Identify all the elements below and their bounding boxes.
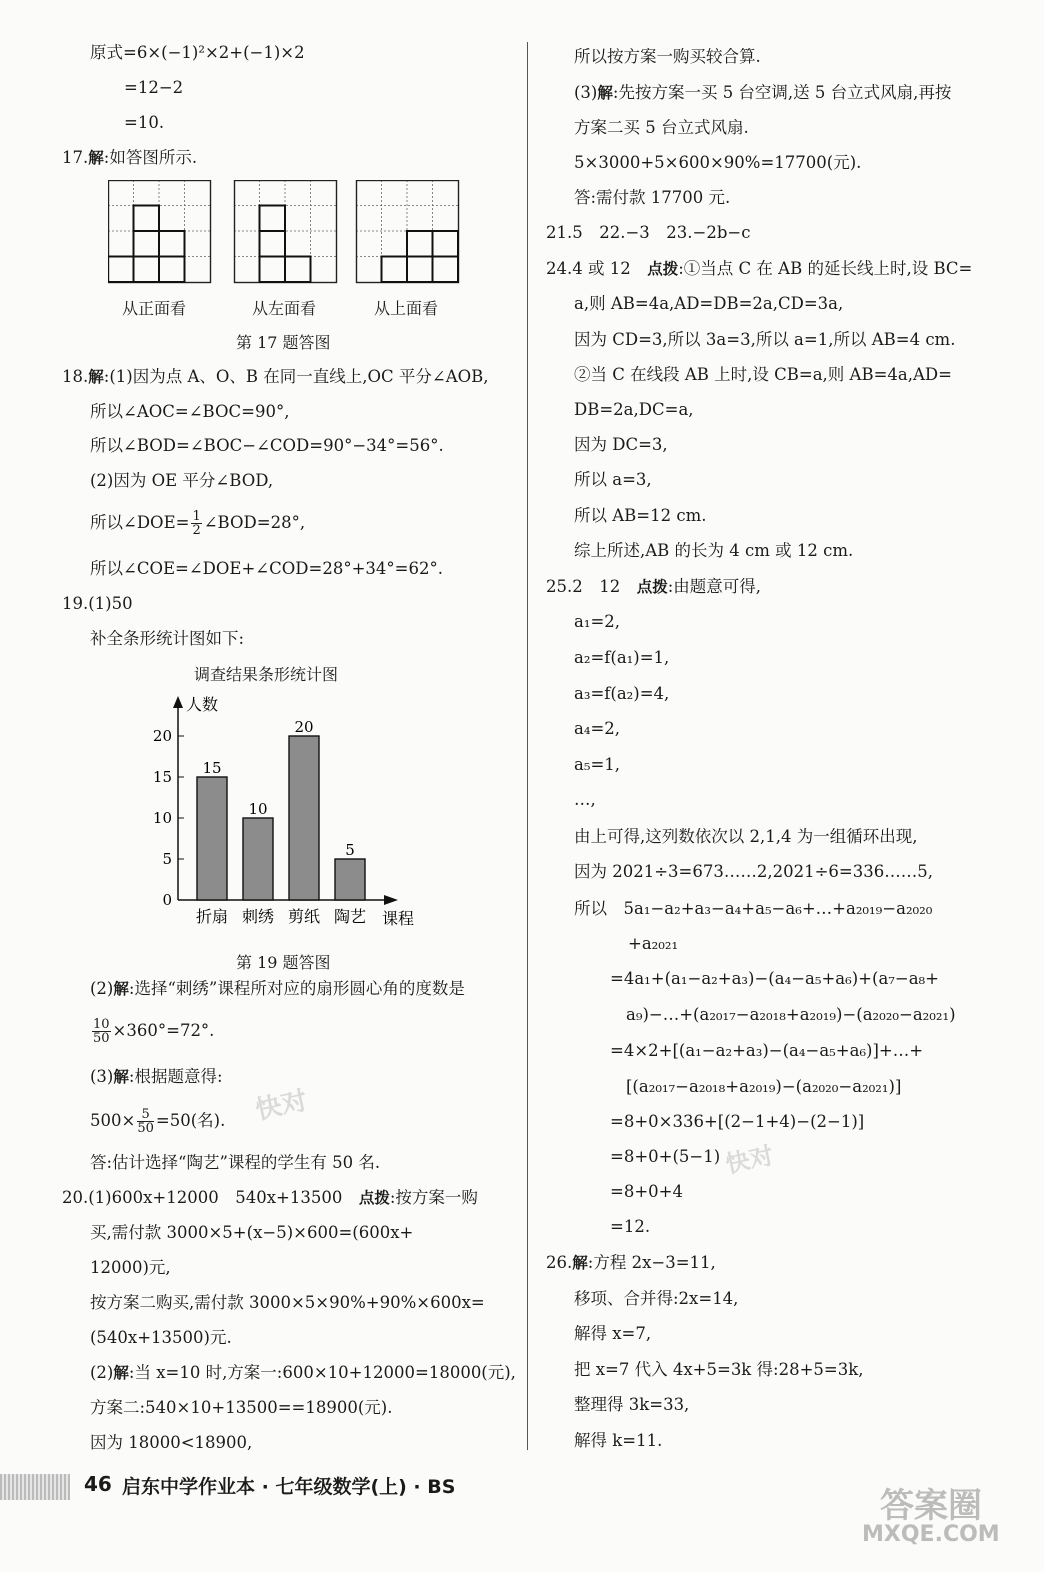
right-line: a₄=2,	[574, 719, 621, 738]
bar-value-label: 15	[202, 759, 222, 777]
footer-bar	[0, 1474, 70, 1500]
right-line: +a₂₀₂₁	[628, 934, 679, 953]
right-line: 所以按方案一购买较合算.	[574, 47, 761, 66]
right-line: a₁=2,	[574, 612, 621, 631]
bar	[243, 818, 273, 900]
q20-line-7: 方案二:540×10+13500==18900(元).	[90, 1398, 393, 1417]
cube-square	[134, 257, 160, 283]
text-line: =12−2	[124, 78, 184, 97]
right-line: 移项、合并得:2x=14,	[574, 1289, 739, 1308]
view-grids	[108, 180, 468, 288]
right-line: 综上所述,AB 的长为 4 cm 或 12 cm.	[574, 541, 854, 560]
bar-value-label: 20	[294, 718, 314, 736]
right-line: a₉)−…+(a₂₀₁₇−a₂₀₁₈+a₂₀₁₉)−(a₂₀₂₀−a₂₀₂₁)	[626, 1005, 956, 1024]
right-line: 把 x=7 代入 4x+5=3k 得:28+5=3k,	[574, 1360, 864, 1379]
x-axis-label: 课程	[381, 909, 415, 928]
watermark: 快对	[723, 1141, 776, 1179]
q19-answer: 答:估计选择“陶艺”课程的学生有 50 名.	[90, 1153, 381, 1172]
right-line: [(a₂₀₁₇−a₂₀₁₈+a₂₀₁₉)−(a₂₀₂₀−a₂₀₂₁)]	[626, 1077, 902, 1096]
y-tick-label: 5	[162, 850, 172, 868]
bar	[197, 777, 227, 900]
cube-square	[285, 257, 311, 283]
cube-square	[407, 257, 433, 283]
front-view	[108, 180, 211, 283]
q19-line-2: 补全条形统计图如下:	[90, 629, 245, 648]
top-view	[356, 180, 459, 283]
right-line: 因为 2021÷3=673……2,2021÷6=336……5,	[574, 862, 933, 881]
q19-part2: (2)解:选择“刺绣”课程所对应的扇形圆心角的度数是	[90, 979, 465, 998]
right-line: a₅=1,	[574, 755, 621, 774]
right-line: =8+0×336+[(2−1+4)−(2−1)]	[610, 1112, 865, 1131]
y-tick-label: 20	[152, 727, 172, 745]
right-line: 25.2 12 点拨:由题意可得,	[546, 577, 762, 596]
cube-square	[407, 231, 433, 257]
right-line: 24.4 或 12 点拨:①当点 C 在 AB 的延长线上时,设 BC=	[546, 259, 973, 278]
right-line: 解得 k=11.	[574, 1431, 663, 1450]
q20-line-1: 20.(1)600x+12000 540x+13500 点拨:按方案一购	[62, 1188, 478, 1207]
y-tick-label: 0	[162, 891, 172, 909]
watermark: 快对	[252, 1085, 311, 1127]
q20-line-6: (2)解:当 x=10 时,方案一:600×10+12000=18000(元),	[90, 1363, 516, 1382]
q18-line-4: (2)因为 OE 平分∠BOD,	[90, 471, 274, 490]
y-axis-arrow	[173, 696, 183, 708]
column-divider	[527, 42, 528, 1450]
q20-line-5: (540x+13500)元.	[90, 1328, 232, 1347]
bar-value-label: 10	[248, 800, 268, 818]
right-line: 5×3000+5×600×90%=17700(元).	[574, 153, 862, 172]
x-axis-arrow	[384, 895, 398, 905]
x-category-label: 陶艺	[333, 907, 367, 926]
watermark: MXQE.COM	[862, 1522, 1000, 1547]
watermark: 答案圈	[880, 1486, 982, 1526]
right-line: =4a₁+(a₁−a₂+a₃)−(a₄−a₅+a₆)+(a₇−a₈+	[610, 969, 940, 988]
cube-square	[260, 206, 286, 232]
q18-line-1: 18.解:(1)因为点 A、O、B 在同一直线上,OC 平分∠AOB,	[62, 367, 489, 386]
right-line: =8+0+(5−1)	[610, 1147, 721, 1166]
right-line: 方案二买 5 台立式风扇.	[574, 118, 749, 137]
q20-line-2: 买,需付款 3000×5+(x−5)×600=(600x+	[90, 1223, 414, 1242]
right-line: 所以 a=3,	[574, 470, 652, 489]
right-line: 解得 x=7,	[574, 1324, 652, 1343]
cube-square	[260, 231, 286, 257]
right-line: 整理得 3k=33,	[574, 1395, 690, 1414]
q17-caption: 第 17 题答图	[236, 333, 331, 352]
view-label-left: 从左面看	[252, 299, 317, 318]
y-tick-label: 10	[152, 809, 172, 827]
left-view	[234, 180, 337, 283]
bar-chart	[140, 690, 430, 930]
cube-square	[159, 257, 185, 283]
cube-square	[159, 231, 185, 257]
bar-value-label: 5	[345, 841, 355, 859]
q17-intro: 17.解:如答图所示.	[62, 148, 198, 167]
fraction: $\frac{5}{50}$	[137, 1107, 154, 1136]
q19-part3: (3)解:根据题意得:	[90, 1067, 223, 1086]
cube-square	[134, 231, 160, 257]
x-category-label: 折扇	[195, 907, 229, 926]
q18-line-3: 所以∠BOD=∠BOC−∠COD=90°−34°=56°.	[90, 436, 444, 455]
view-label-top: 从上面看	[374, 299, 439, 318]
bar	[335, 859, 365, 900]
q20-line-3: 12000)元,	[90, 1258, 171, 1277]
right-line: …,	[574, 790, 596, 809]
fraction: $\frac{1}{2}$	[192, 509, 201, 538]
q20-line-8: 因为 18000<18900,	[90, 1433, 253, 1452]
q19-part2-calc: $\frac{10}{50}$ ×360°=72°.	[93, 1017, 215, 1046]
bar	[289, 736, 319, 900]
x-category-label: 刺绣	[241, 907, 275, 926]
right-line: a₃=f(a₂)=4,	[574, 684, 670, 703]
view-label-front: 从正面看	[122, 299, 187, 318]
right-line: 因为 DC=3,	[574, 435, 668, 454]
footer-title: 启东中学作业本 · 七年级数学(上) · BS	[122, 1476, 456, 1498]
right-line: ②当 C 在线段 AB 上时,设 CB=a,则 AB=4a,AD=	[574, 365, 952, 384]
right-line: 所以 5a₁−a₂+a₃−a₄+a₅−a₆+…+a₂₀₁₉−a₂₀₂₀	[574, 899, 933, 918]
text-line: =10.	[124, 113, 165, 132]
q19-part3-calc: 500× $\frac{5}{50}$ =50(名).	[90, 1107, 226, 1136]
right-line: DB=2a,DC=a,	[574, 400, 694, 419]
q19-line-1: 19.(1)50	[62, 594, 133, 613]
cube-square	[433, 231, 459, 257]
cube-square	[108, 257, 134, 283]
cube-square	[382, 257, 408, 283]
right-line: =4×2+[(a₁−a₂+a₃)−(a₄−a₅+a₆)]+…+	[610, 1041, 924, 1060]
y-tick-label: 15	[152, 768, 172, 786]
right-line: =8+0+4	[610, 1182, 683, 1201]
right-line: 21.5 22.−3 23.−2b−c	[546, 223, 751, 242]
chart-title: 调查结果条形统计图	[194, 665, 339, 684]
text-line: 原式=6×(−1)²×2+(−1)×2	[90, 43, 305, 62]
cube-square	[260, 257, 286, 283]
right-line: =12.	[610, 1217, 651, 1236]
cube-square	[134, 206, 160, 232]
right-line: 26.解:方程 2x−3=11,	[546, 1253, 716, 1272]
fraction: $\frac{10}{50}$	[93, 1017, 110, 1046]
right-line: 因为 CD=3,所以 3a=3,所以 a=1,所以 AB=4 cm.	[574, 330, 956, 349]
page-number: 46	[84, 1472, 112, 1496]
q18-line-2: 所以∠AOC=∠BOC=90°,	[90, 402, 290, 421]
x-category-label: 剪纸	[287, 907, 321, 926]
right-line: a,则 AB=4a,AD=DB=2a,CD=3a,	[574, 294, 844, 313]
right-line: 由上可得,这列数依次以 2,1,4 为一组循环出现,	[574, 827, 918, 846]
q18-line-6: 所以∠COE=∠DOE+∠COD=28°+34°=62°.	[90, 559, 443, 578]
q18-line-5: 所以∠DOE= $\frac{1}{2}$ ∠BOD=28°,	[90, 509, 306, 538]
y-axis-label: 人数	[186, 695, 219, 714]
right-line: (3)解:先按方案一买 5 台空调,送 5 台立式风扇,再按	[574, 83, 952, 102]
q20-line-4: 按方案二购买,需付款 3000×5×90%+90%×600x=	[90, 1293, 485, 1312]
cube-square	[433, 257, 459, 283]
right-line: 答:需付款 17700 元.	[574, 188, 731, 207]
q19-caption: 第 19 题答图	[236, 953, 331, 972]
right-line: 所以 AB=12 cm.	[574, 506, 707, 525]
right-line: a₂=f(a₁)=1,	[574, 648, 670, 667]
